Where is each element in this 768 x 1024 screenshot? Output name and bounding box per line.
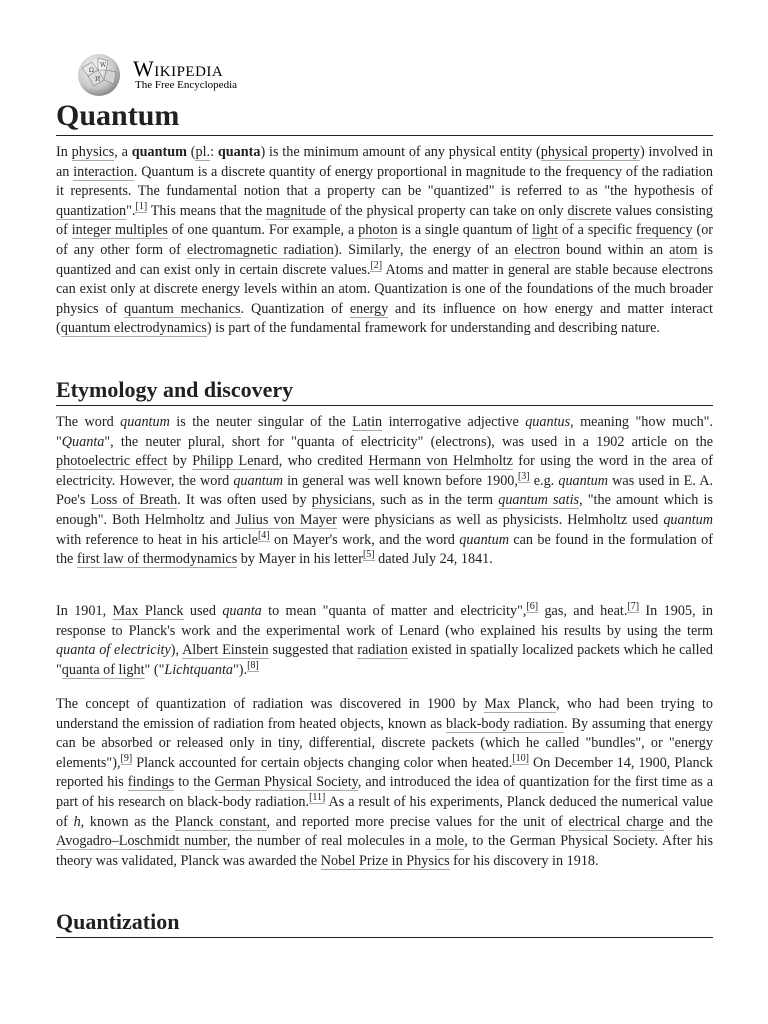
- link-quantum-mechanics[interactable]: quantum mechanics: [124, 300, 241, 317]
- citation-8[interactable]: [8]: [247, 659, 259, 671]
- wikipedia-logo[interactable]: [74, 52, 254, 98]
- link-loss-of-breath[interactable]: Loss of Breath: [90, 492, 178, 509]
- wikipedia-globe-icon: [74, 52, 124, 98]
- intro-paragraph: In physics, a quantum (pl.: quanta) is the minimum amount of any physical entity (physical property) involved in an interaction. Quantum is a discrete quantity of energy proportional in magnitude to the frequency of the radiation it represents. The fundamental notion that a property can be "quantized" is referred to as "the hypothesis of quantization".[1] This means that the magnitude of the physical property can take on only discrete values consisting of integer multiples of one quantum. For example, a photon is a single quantum of light of a specific frequency (or of any other form of electromagnetic radiation). Similarly, the energy of an electron bound within an atom is quantized and can exist only in certain discrete values.[2] Atoms and matter in general are stable because electrons can exist only at discrete energy levels within an atom. Quantization is one of the foundations of the much broader physics of quantum mechanics. Quantization of energy and its influence on how energy and matter interact (quantum electrodynamics) is part of the fundamental framework for understanding and describing nature.: [56, 144, 714, 337]
- link-black-body-radiation[interactable]: black-body radiation: [445, 715, 565, 732]
- link-latin[interactable]: Latin: [352, 414, 383, 430]
- svg-text:И: И: [95, 76, 101, 83]
- citation-2[interactable]: [2]: [370, 259, 383, 271]
- citation-7[interactable]: [7]: [627, 601, 640, 612]
- section-heading-etymology: Etymology and discovery: [56, 375, 713, 406]
- link-physics[interactable]: physics: [71, 144, 115, 160]
- link-interaction[interactable]: interaction: [73, 163, 134, 180]
- etymology-paragraph-1: The word quantum is the neuter singular of the Latin interrogative adjective quantus, meaning "how much". "Quanta", the neuter plural, short for "quanta of electricity" (electrons), was used in a 1902 article on the photoelectric effect by Philipp Lenard, who credited Hermann von Helmholtz for using the word in the area of electricity. However, the word quantum in general was well known before 1900,[3] e.g. quantum was used in E. A. Poe's Loss of Breath. It was often used by physicians, such as in the term quantum satis, "the amount which is enough". Both Helmholtz and Julius von Mayer were physicians as well as physicists. Helmholtz used quantum with reference to heat in his article[4] on Mayer's work, and the word quantum can be found in the formulation of the first law of thermodynamics by Mayer in his letter[5] dated July 24, 1841.: [56, 414, 714, 568]
- citation-5[interactable]: [5]: [362, 549, 375, 561]
- citation-3[interactable]: [3]: [517, 470, 530, 482]
- link-photoelectric-effect[interactable]: photoelectric effect: [56, 453, 168, 470]
- link-julius-von-mayer[interactable]: Julius von Mayer: [235, 511, 337, 528]
- link-atom[interactable]: atom: [669, 241, 698, 258]
- link-electrical-charge[interactable]: electrical charge: [568, 813, 664, 830]
- citation-9[interactable]: [9]: [120, 752, 133, 764]
- link-discrete[interactable]: discrete: [567, 202, 612, 219]
- section-heading-quantization: Quantization: [56, 907, 713, 938]
- link-magnitude[interactable]: magnitude: [266, 202, 326, 219]
- citation-4[interactable]: [4]: [257, 529, 270, 541]
- citation-11[interactable]: [11]: [309, 791, 326, 803]
- link-light[interactable]: light: [532, 222, 559, 239]
- link-max-planck[interactable]: Max Planck: [112, 603, 184, 619]
- link-albert-einstein[interactable]: Albert Einstein: [182, 642, 269, 659]
- link-plural[interactable]: pl.: [195, 144, 211, 160]
- link-avogadro-loschmidt-number[interactable]: Avogadro–Loschmidt number: [56, 833, 227, 850]
- link-photon[interactable]: photon: [358, 222, 398, 239]
- wikipedia-tagline: The Free Encyclopedia: [135, 79, 238, 91]
- link-physicians[interactable]: physicians: [311, 492, 372, 509]
- link-quantum-electrodynamics[interactable]: quantum electrodynamics: [60, 320, 207, 337]
- citation-10[interactable]: [10]: [512, 752, 529, 764]
- link-philipp-lenard[interactable]: Philipp Lenard: [192, 453, 279, 470]
- link-electron[interactable]: electron: [514, 241, 561, 258]
- link-nobel-prize-in-physics[interactable]: Nobel Prize in Physics: [320, 852, 450, 869]
- intro-section: [56, 143, 713, 339]
- link-quantization[interactable]: quantization: [56, 202, 127, 219]
- wikipedia-wordmark: Wikipedia: [133, 56, 224, 81]
- svg-text:W: W: [100, 62, 107, 69]
- link-mole[interactable]: mole: [435, 833, 465, 850]
- link-frequency[interactable]: frequency: [635, 222, 693, 239]
- link-energy[interactable]: energy: [349, 300, 389, 317]
- link-radiation[interactable]: radiation: [357, 642, 408, 659]
- link-integer-multiples[interactable]: integer multiples: [71, 222, 168, 239]
- link-max-planck-2[interactable]: Max Planck: [484, 696, 557, 712]
- citation-1[interactable]: [1]: [135, 200, 148, 212]
- link-first-law-of-thermodynamics[interactable]: first law of thermodynamics: [76, 551, 238, 568]
- link-findings[interactable]: findings: [127, 774, 175, 791]
- link-physical-property[interactable]: physical property: [540, 144, 640, 160]
- link-hermann-von-helmholtz[interactable]: Hermann von Helmholtz: [368, 453, 513, 470]
- page-title: Quantum: [56, 97, 713, 136]
- link-quanta-of-light[interactable]: quanta of light: [61, 661, 145, 678]
- link-quantum-satis[interactable]: quantum satis: [498, 492, 580, 509]
- etymology-paragraph-2: In 1901, Max Planck used quanta to mean "quanta of matter and electricity",[6] gas, and heat.[7] In 1905, in response to Planck's work and the experimental work of Lenard (who explained his results by using the term quanta of electricity), Albert Einstein suggested that radiation existed in spatially localized packets which he called "quanta of light" ("Lichtquanta").[8]: [56, 601, 714, 678]
- link-electromagnetic-radiation[interactable]: electromagnetic radiation: [186, 241, 334, 258]
- svg-text:Ω: Ω: [89, 67, 94, 74]
- link-planck-constant[interactable]: Planck constant: [174, 813, 267, 830]
- etymology-paragraph-3: The concept of quantization of radiation was discovered in 1900 by Max Planck, who had been trying to understand the emission of radiation from heated objects, known as black-body radiation. By assuming that energy can be absorbed or released only in tiny, differential, discrete packets (which he called "bundles", or "energy elements"),[9] Planck accounted for certain objects changing color when heated.[10] On December 14, 1900, Planck reported his findings to the German Physical Society, and introduced the idea of quantization for the first time as a part of his research on black-body radiation.[11] As a result of his experiments, Planck deduced the numerical value of h, known as the Planck constant, and reported more precise values for the unit of electrical charge and the Avogadro–Loschmidt number, the number of real molecules in a mole, to the German Physical Society. After his theory was validated, Planck was awarded the Nobel Prize in Physics for his discovery in 1918.: [56, 696, 714, 869]
- link-german-physical-society[interactable]: German Physical Society: [214, 774, 358, 791]
- citation-6[interactable]: [6]: [526, 601, 539, 612]
